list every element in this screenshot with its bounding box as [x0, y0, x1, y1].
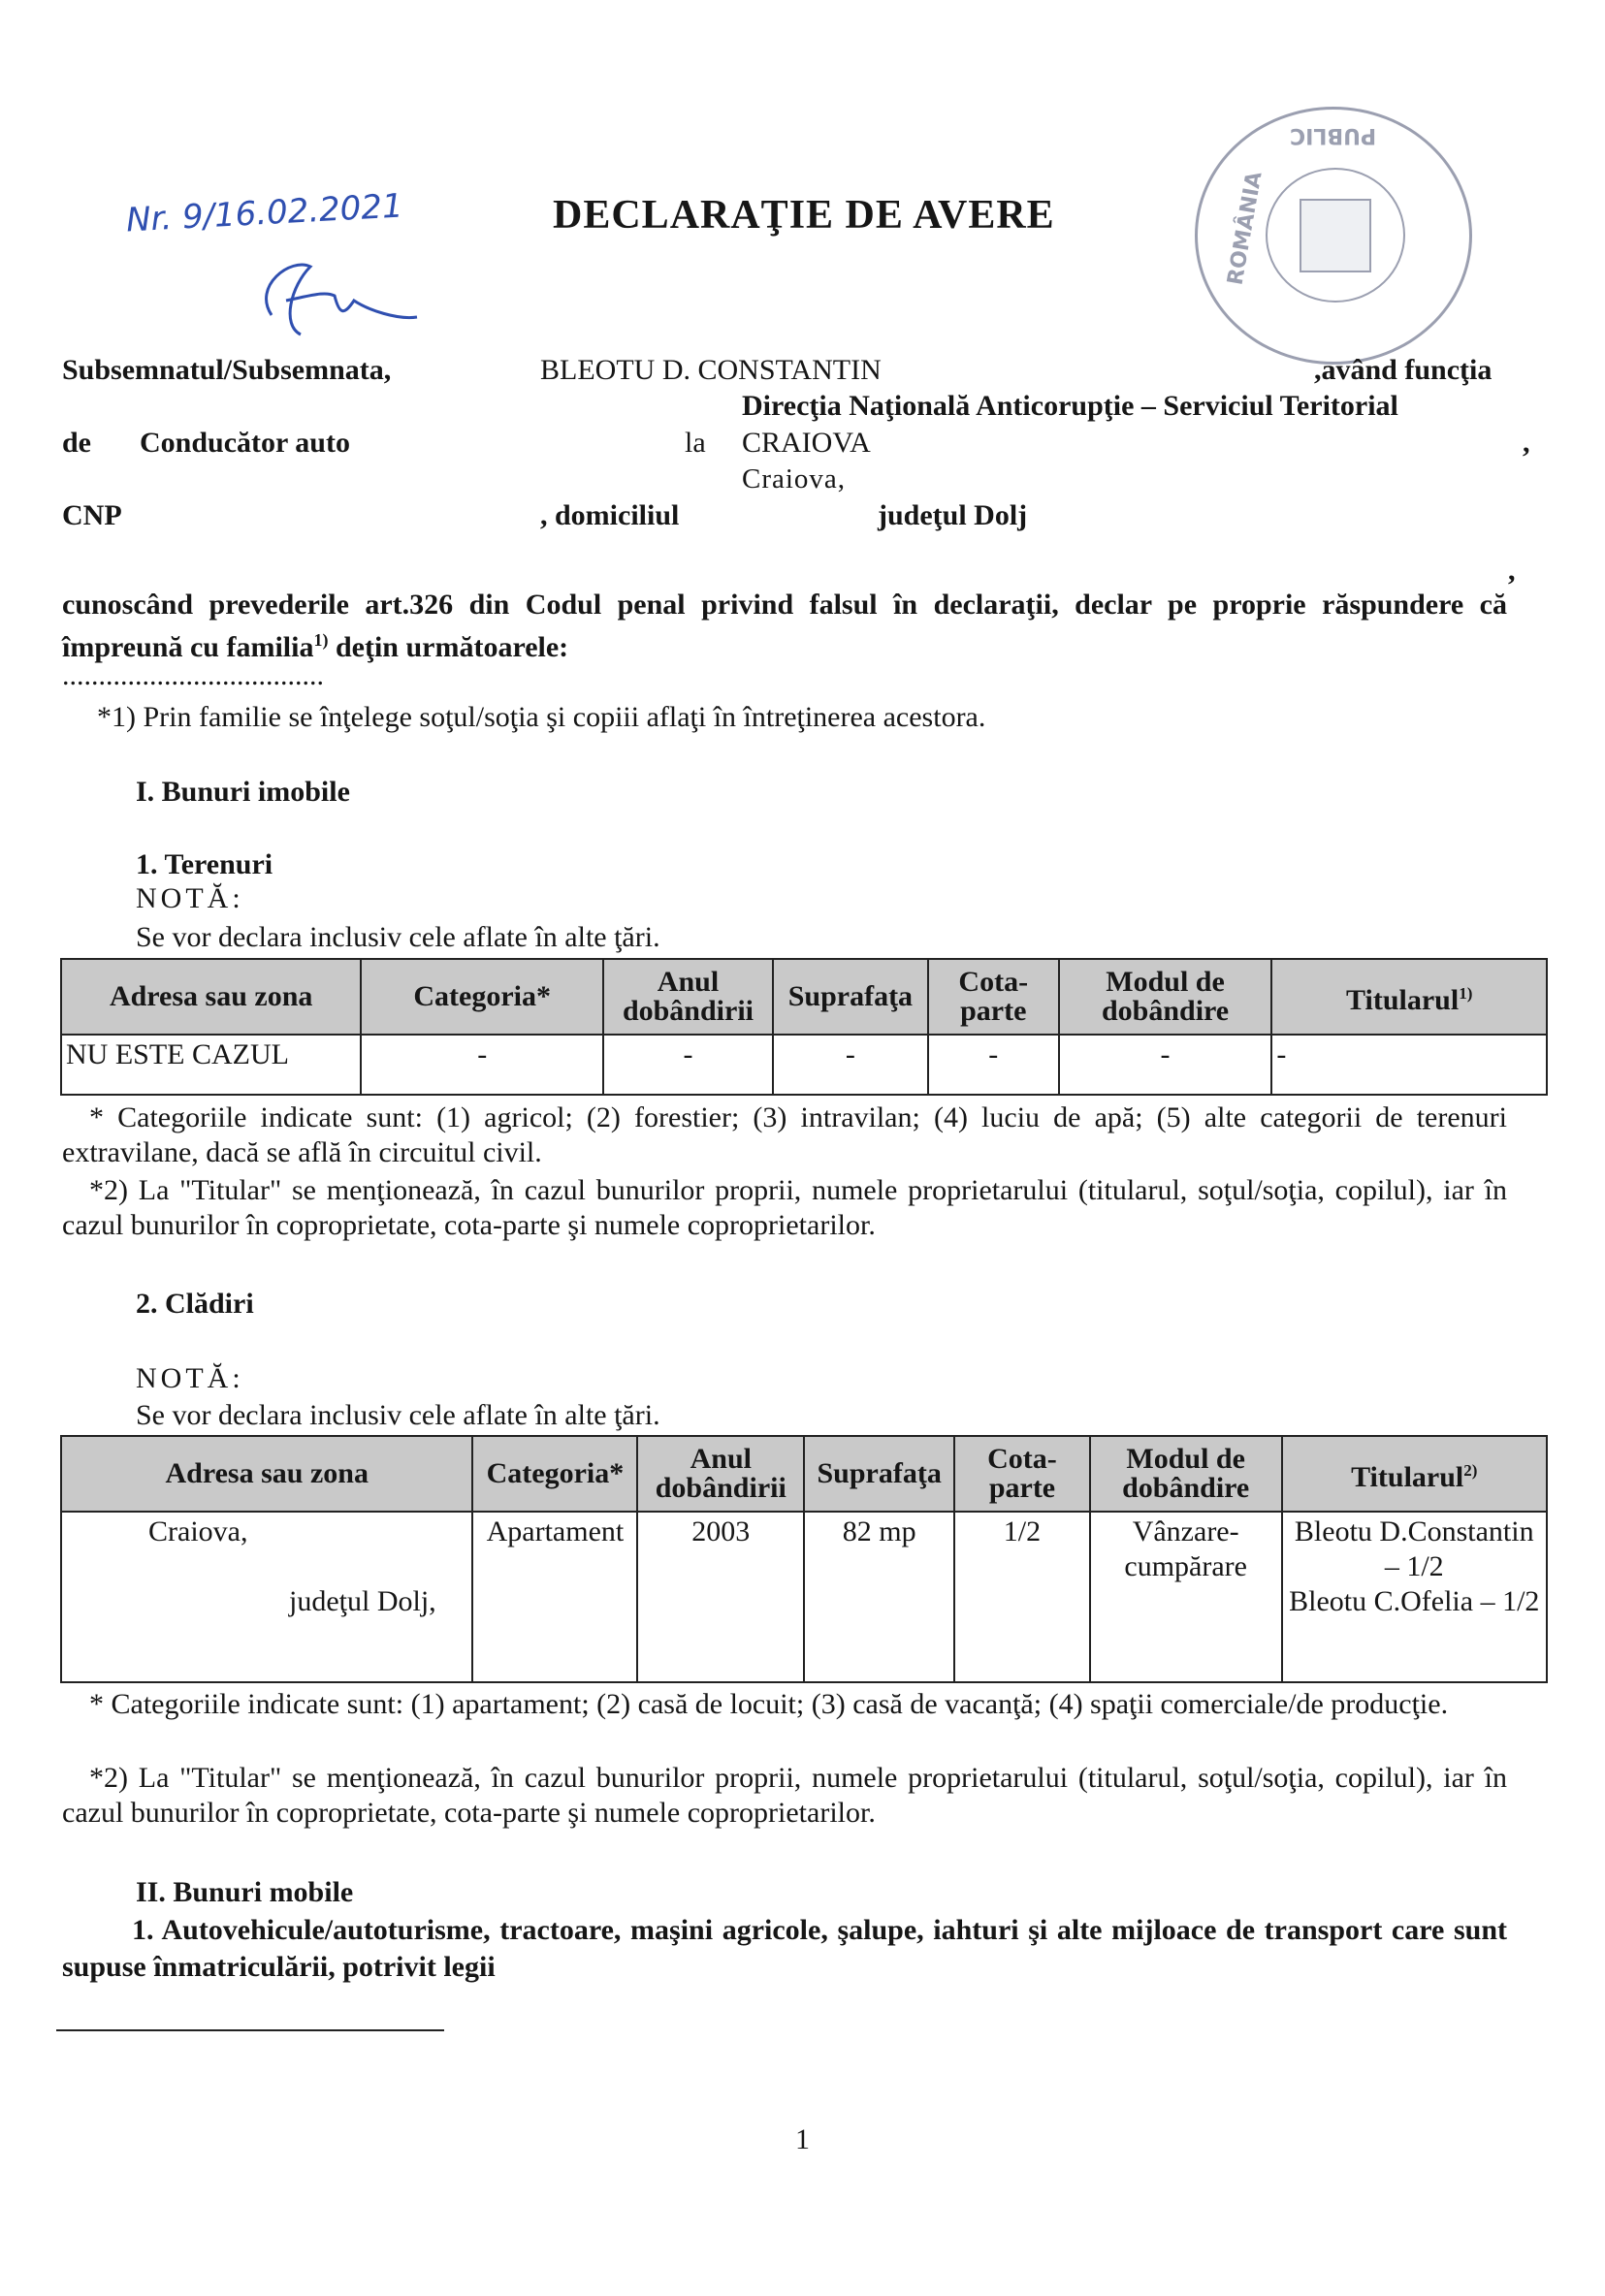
comma-2: ,	[1508, 555, 1516, 587]
section2-heading: II. Bunuri mobile	[136, 1876, 354, 1908]
cladiri-heading: 2. Clădiri	[136, 1288, 254, 1320]
cnp-label: CNP	[62, 499, 122, 531]
header-titularul	[1282, 1436, 1547, 1512]
header-cota: Cota-parte	[954, 1436, 1090, 1512]
header-categoria: Categoria*	[472, 1436, 637, 1512]
header-suprafata: Suprafaţa	[804, 1436, 954, 1512]
intro-statement	[62, 587, 1507, 665]
declarant-name: BLEOTU D. CONSTANTIN	[540, 354, 882, 386]
header-titularul-text: Titularul	[1351, 1460, 1464, 1493]
official-stamp	[1195, 107, 1472, 365]
header-adresa: Adresa sau zona	[61, 959, 361, 1035]
cell-cota: -	[928, 1035, 1059, 1095]
intro-text-end: deţin următoarele:	[328, 631, 569, 663]
cell-cota: 1/2	[954, 1512, 1090, 1682]
comma-1: ,	[1523, 427, 1530, 459]
cladiri-footnote1: * Categoriile indicate sunt: (1) apartament; (2) casă de locuit; (3) casă de vacanţă; (4) spaţii comerciale/de producţie.	[89, 1688, 1449, 1720]
header-modul: Modul de dobândire	[1059, 959, 1272, 1035]
cell-anul: -	[603, 1035, 773, 1095]
terenuri-footnote1: * Categoriile indicate sunt: (1) agricol; (2) forestier; (3) intravilan; (4) luciu de apă; (5) alte categorii de terenuri extravilane, dacă se află în circuitul civil.	[62, 1101, 1507, 1168]
cell-categoria: Apartament	[472, 1512, 637, 1682]
cell-adresa-line1: Craiova,	[148, 1515, 248, 1547]
intro-text: cunoscând prevederile art.326 din Codul penal privind falsul în declaraţii, declar pe proprie răspundere că împreună cu familia	[62, 589, 1507, 663]
cell-modul: -	[1059, 1035, 1272, 1095]
terenuri-heading: 1. Terenuri	[136, 848, 273, 880]
cladiri-footnote2: *2) La "Titular" se menţionează, în cazul bunurilor proprii, numele proprietarului (titularul, soţul/soţia, copilul), iar în cazul bunurilor în coproprietate, cota-parte şi numele coproprietarilor.	[62, 1762, 1507, 1829]
header-modul: Modul de dobândire	[1090, 1436, 1282, 1512]
intro-footnote-marker: 1)	[313, 630, 329, 650]
terenuri-table	[60, 958, 1548, 1096]
cell-titular: -	[1271, 1035, 1547, 1095]
stamp-coat-of-arms-icon	[1300, 199, 1371, 272]
cladiri-table	[60, 1435, 1548, 1683]
header-titularul-text: Titularul	[1346, 983, 1460, 1016]
handwritten-signature	[233, 247, 427, 344]
address-city: Craiova,	[742, 463, 847, 494]
section2-item1: 1. Autovehicule/autoturisme, tractoare, maşini agricole, şalupe, iahturi şi alte mijloace de transport care sunt supuse înmatriculării, potrivit legii	[62, 1914, 1507, 1983]
cell-adresa	[61, 1512, 472, 1682]
cladiri-nota: NOTĂ:	[136, 1362, 244, 1394]
table-header-row	[61, 1436, 1547, 1512]
cell-titular-2: Bleotu C.Ofelia – 1/2	[1289, 1585, 1540, 1617]
dotted-separator: ....................................	[62, 659, 324, 691]
header-suprafata: Suprafaţa	[773, 959, 928, 1035]
cell-modul: Vânzare-cumpărare	[1090, 1512, 1282, 1682]
page-number: 1	[795, 2123, 810, 2155]
header-anul: Anul dobândirii	[637, 1436, 804, 1512]
cell-titular-1: Bleotu D.Constantin – 1/2	[1294, 1515, 1534, 1582]
cell-adresa-line2: judeţul Dolj,	[289, 1585, 436, 1617]
header-anul: Anul dobândirii	[603, 959, 773, 1035]
table-row	[61, 1512, 1547, 1682]
header-titularul-sup: 1)	[1459, 983, 1473, 1003]
cell-anul: 2003	[637, 1512, 804, 1682]
terenuri-nota: NOTĂ:	[136, 882, 244, 914]
institution-line2: CRAIOVA	[742, 427, 871, 459]
cladiri-nota-text: Se vor declara inclusiv cele aflate în alte ţări.	[136, 1399, 660, 1431]
header-titularul	[1271, 959, 1547, 1035]
terenuri-nota-text: Se vor declara inclusiv cele aflate în alte ţări.	[136, 921, 660, 953]
cell-titular	[1282, 1512, 1547, 1682]
de-label: de	[62, 427, 91, 459]
family-footnote: *1) Prin familie se înţelege soţul/soţia şi copiii aflaţi în întreţinerea acestora.	[97, 701, 986, 733]
cell-suprafata: -	[773, 1035, 928, 1095]
header-adresa: Adresa sau zona	[61, 1436, 472, 1512]
stamp-left-text: ROMÂNIA	[1223, 170, 1268, 287]
footnote-rule	[56, 2029, 444, 2031]
header-titularul-sup: 2)	[1463, 1460, 1478, 1480]
subsemnatul-label: Subsemnatul/Subsemnata,	[62, 354, 392, 386]
registration-number-handwritten: Nr. 9/16.02.2021	[125, 186, 404, 240]
function-value: Conducător auto	[140, 427, 350, 459]
header-categoria: Categoria*	[361, 959, 603, 1035]
judet-value: judeţul Dolj	[878, 499, 1028, 531]
terenuri-footnote2: *2) La "Titular" se menţionează, în cazul bunurilor proprii, numele proprietarului (titularul, soţul/soţia, copilul), iar în cazul bunurilor în coproprietate, cota-parte şi numele coproprietarilor.	[62, 1174, 1507, 1241]
la-label: la	[685, 427, 706, 459]
table-row	[61, 1035, 1547, 1095]
domiciliul-label: , domiciliul	[540, 499, 680, 531]
cell-adresa: NU ESTE CAZUL	[61, 1035, 361, 1095]
cell-categoria: -	[361, 1035, 603, 1095]
avand-functia-label: ,având funcţia	[1314, 354, 1493, 386]
stamp-top-text: PUBLIC	[1290, 123, 1377, 147]
institution-line1: Direcţia Naţională Anticorupţie – Serviciul Teritorial	[742, 390, 1398, 422]
table-header-row	[61, 959, 1547, 1035]
document-title: DECLARAŢIE DE AVERE	[553, 193, 1055, 238]
cell-suprafata: 82 mp	[804, 1512, 954, 1682]
header-cota: Cota-parte	[928, 959, 1059, 1035]
section1-heading: I. Bunuri imobile	[136, 776, 350, 808]
